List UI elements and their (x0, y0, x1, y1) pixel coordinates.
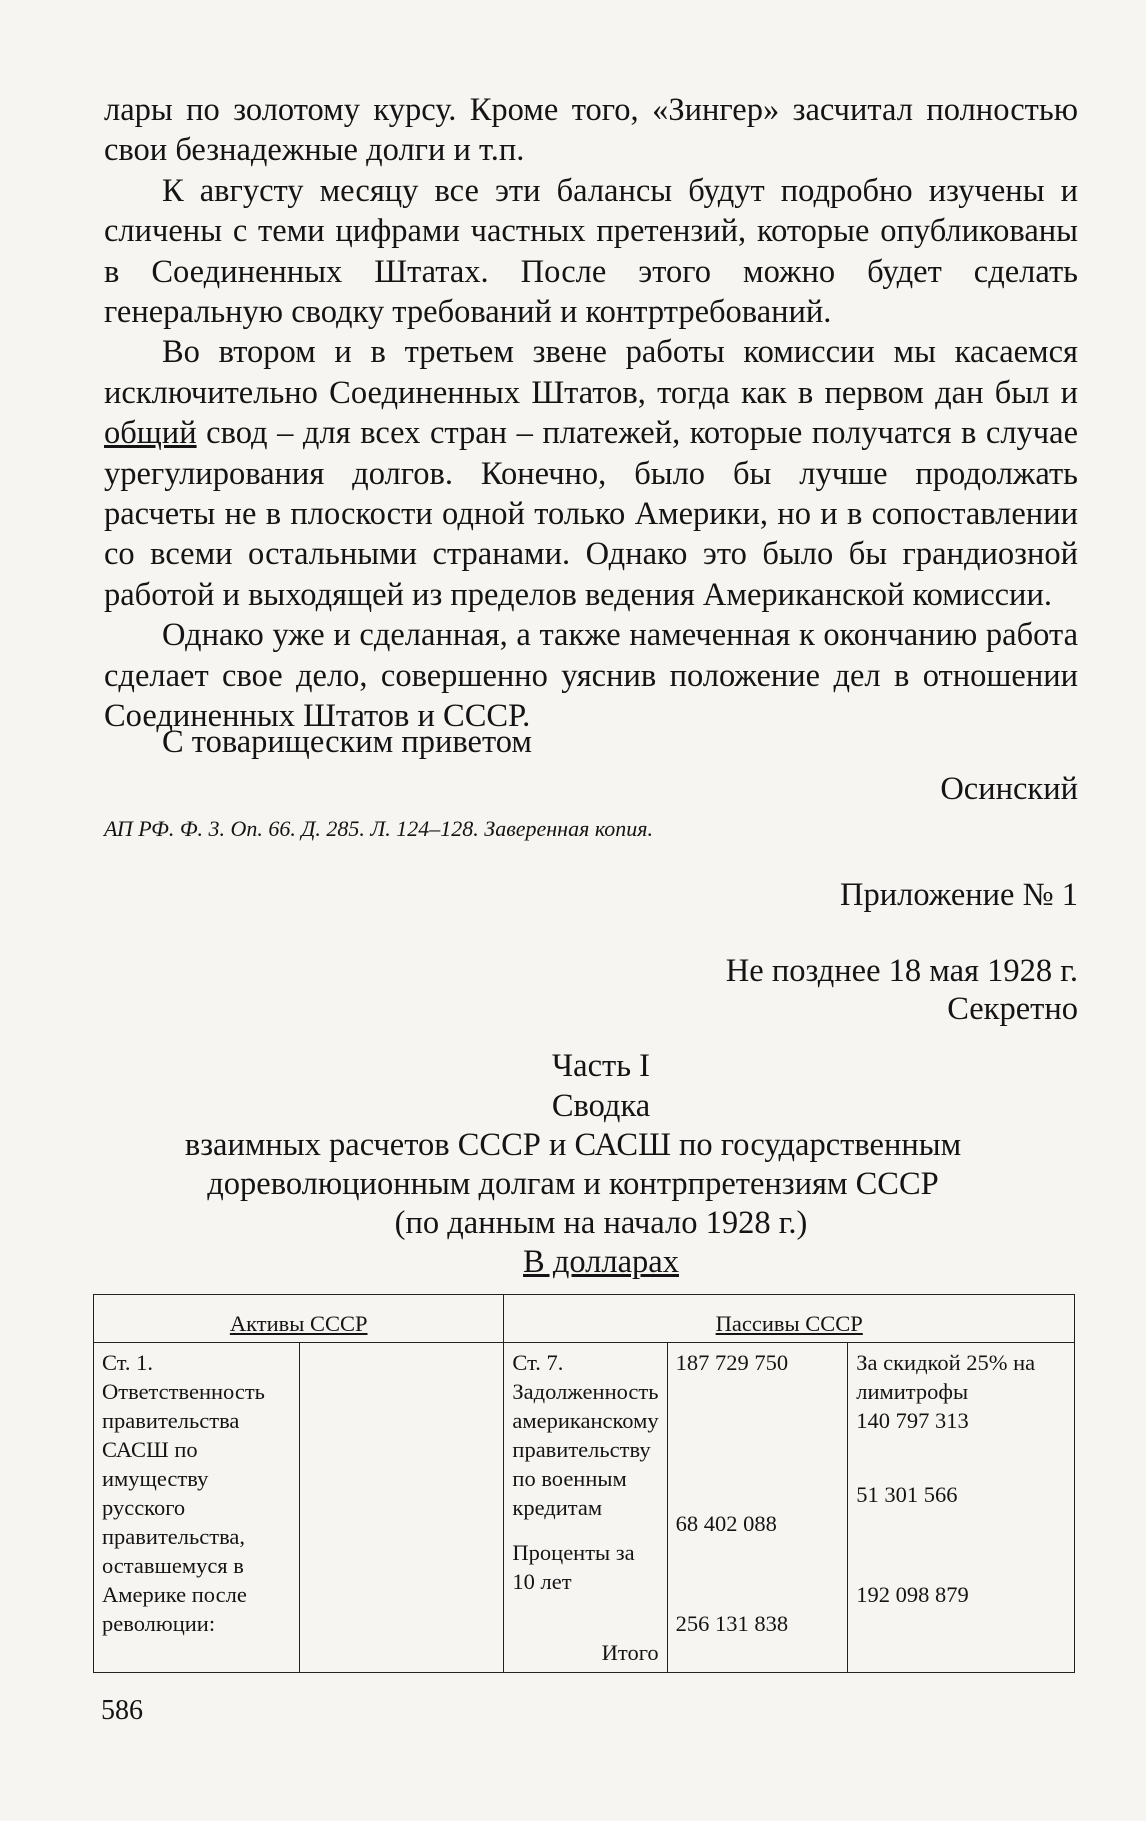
liability-amount-military-credits: 187 729 750 (675, 1350, 789, 1375)
signature: Осинский (940, 771, 1078, 807)
paragraph-3-underlined-word: общий (104, 415, 197, 452)
liability-items-cell (504, 1343, 667, 1673)
classification-stamp: Секретно (947, 991, 1078, 1027)
asset-item: Ст. 1. Ответственность правительства САСШ по имуществу русского правительства, оставшемуся в Америке после революции: (102, 1350, 265, 1636)
liability-item-interest: Проценты за 10 лет (512, 1540, 635, 1594)
liability-amount-interest: 68 402 088 (675, 1511, 777, 1536)
asset-item-cell (94, 1343, 300, 1673)
discount-amount-interest: 51 301 566 (856, 1482, 958, 1507)
liability-amounts-cell (667, 1343, 848, 1673)
summary-title: Сводка (551, 1088, 651, 1124)
table-header-row (94, 1295, 1075, 1343)
summary-subtitle-line-1: взаимных расчетов СССР и САСШ по государственным (184, 1127, 962, 1163)
paragraph-2: К августу месяцу все эти балансы будут подробно изучены и сличены с теми цифрами частных претензий, которые опубликованы в Соединенных Штатах. После этого можно будет сделать генеральную сводку требований и контртребований. (104, 172, 1078, 331)
archive-source: АП РФ. Ф. 3. Оп. 66. Д. 285. Л. 124–128. Заверенная копия. (104, 816, 654, 841)
summary-subtitle-line-3: (по данным на начало 1928 г.) (394, 1205, 808, 1241)
appendix-label: Приложение № 1 (840, 877, 1078, 913)
body-text (104, 90, 1078, 737)
summary-subtitle-line-2: дореволюционным долгам и контрпретензиям СССР (207, 1166, 939, 1202)
paragraph-4: Однако уже и сделанная, а также намеченная к окончанию работа сделает свое дело, совершенно уяснив положение дел в отношении Соединенных Штатов и СССР. (104, 617, 1078, 735)
paragraph-3 (104, 332, 1078, 615)
debts-table (93, 1294, 1075, 1673)
appendix-date: Не позднее 18 мая 1928 г. (725, 953, 1078, 989)
discount-amount-military-credits: 140 797 313 (856, 1408, 969, 1433)
liabilities-header: Пассивы СССР (715, 1311, 863, 1336)
total-label: Итого (601, 1640, 659, 1665)
discount-note: За скидкой 25% на лимитрофы (856, 1350, 1036, 1404)
part-heading: Часть I (552, 1048, 650, 1084)
total-discount-amount: 192 098 879 (856, 1582, 969, 1607)
paragraph-1: лары по золотому курсу. Кроме того, «Зингер» засчитал полностью свои безнадежные долги и т.п. (104, 92, 1078, 169)
total-amount: 256 131 838 (675, 1611, 789, 1636)
paragraph-3-part-b: свод – для всех стран – платежей, которые получатся в случае урегулирования долгов. Конечно, было бы лучше продолжать расчеты не в плоскости одной только Америки, но и в сопоставлении со всеми остальными странами. Однако это было бы грандиозной работой и выходящей из пределов ведения Американской комиссии. (104, 415, 1078, 613)
liability-item-military-credits: Ст. 7. Задолженность американскому правительству по военным кредитам (512, 1350, 659, 1520)
asset-amount-cell (299, 1343, 503, 1673)
liabilities-header-cell (504, 1295, 1075, 1343)
page-number: 586 (101, 1695, 143, 1726)
paragraph-3-part-a: Во втором и в третьем звене работы комиссии мы касаемся исключительно Соединенных Штатов, тогда как в первом дан был и (104, 334, 1078, 411)
greeting: С товарищеским приветом (162, 724, 532, 760)
table-row (94, 1343, 1075, 1673)
discounted-amounts-cell (848, 1343, 1075, 1673)
assets-header-cell (94, 1295, 504, 1343)
currency-note: В долларах (523, 1244, 679, 1280)
assets-header: Активы СССР (229, 1311, 368, 1336)
